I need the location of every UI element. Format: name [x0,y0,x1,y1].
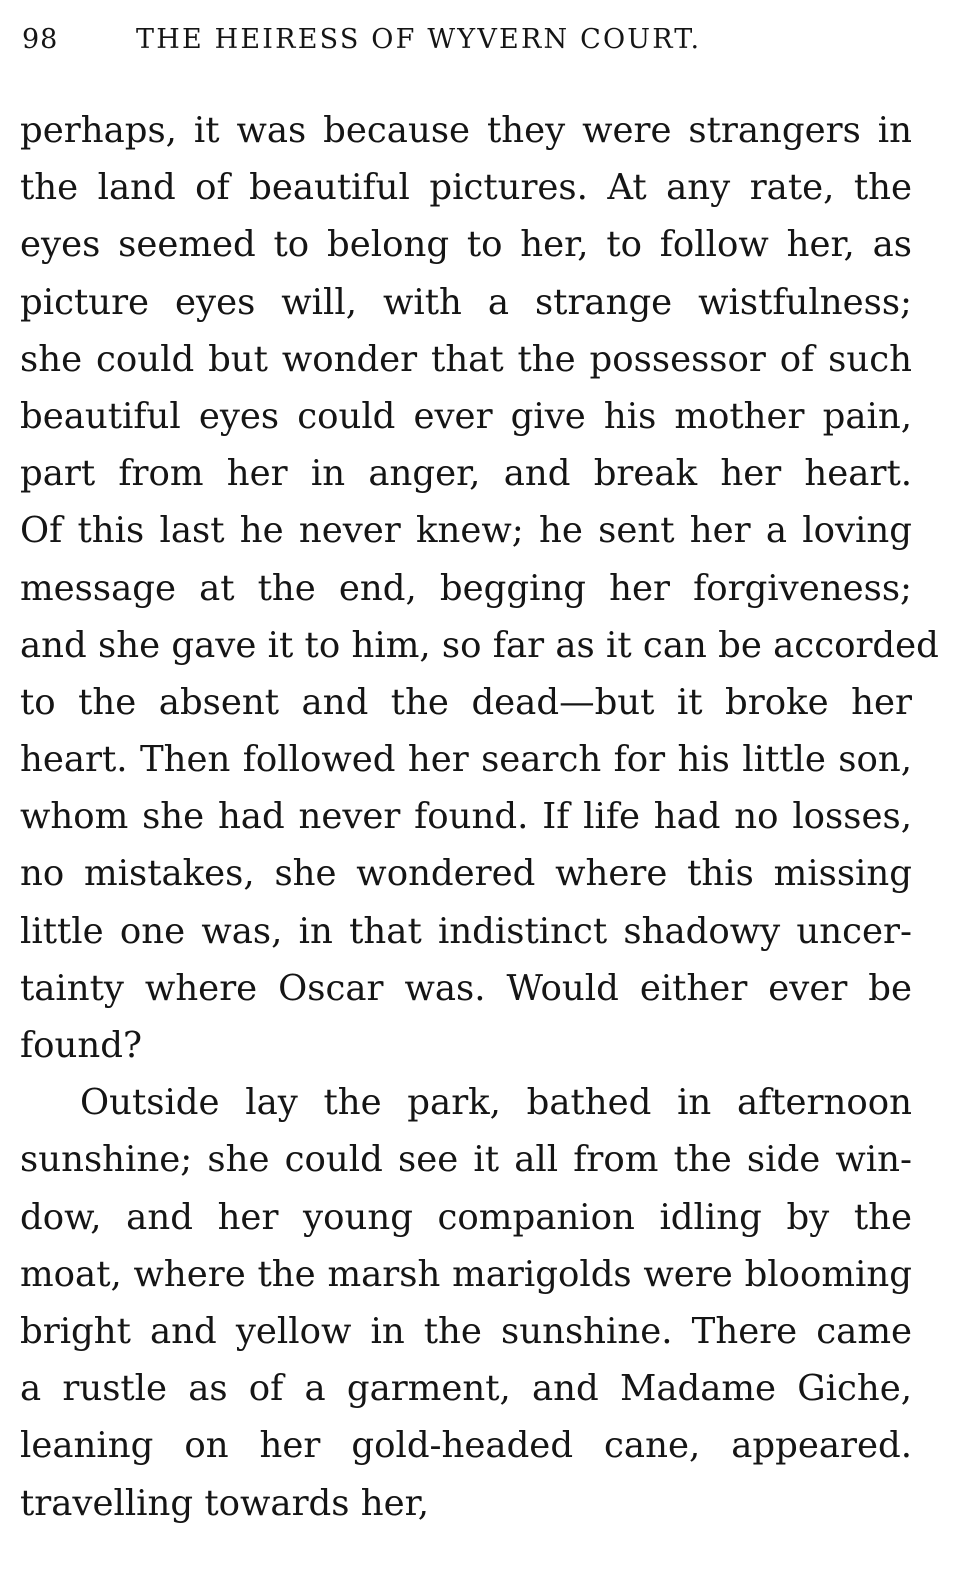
text-line: a rustle as of a garment, and Madame Giche, [20,1368,912,1410]
text-line: and she gave it to him, so far as it can be accorded [20,624,939,666]
text-line: to the absent and the dead—but it broke her [20,681,912,723]
text-line: part from her in anger, and break her heart. [20,453,912,495]
text-line: leaning on her gold-headed cane, appeared. [20,1425,912,1467]
text-line: eyes seemed to belong to her, to follow her, as [20,224,912,266]
text-line: the land of beautiful pictures. At any rate, the [20,167,912,209]
text-line: bright and yellow in the sunshine. There came [20,1310,912,1352]
text-line: Outside lay the park, bathed in afternoon [80,1082,912,1124]
text-line: perhaps, it was because they were strangers in [20,110,912,151]
paragraph-1 [20,102,939,1074]
text-line: picture eyes will, with a strange wistfulness; [20,281,912,323]
text-line: beautiful eyes could ever give his mother pain, [20,395,912,437]
text-line: dow, and her young companion idling by the [20,1196,912,1238]
text-line: sunshine; she could see it all from the side win- [20,1139,912,1181]
text-line: found? [20,1025,142,1066]
text-line: she could but wonder that the possessor of such [20,338,912,380]
text-line: no mistakes, she wondered where this missing [20,853,912,895]
page-number: 98 [22,24,59,55]
text-line: message at the end, begging her forgiveness; [20,567,912,609]
text-line: little one was, in that indistinct shadowy uncer- [20,910,912,952]
running-title: THE HEIRESS OF WYVERN COURT. [136,24,702,55]
text-line: tainty where Oscar was. Would either ever be [20,967,912,1009]
paragraph-2 [20,1074,912,1532]
text-line: Of this last he never knew; he sent her a loving [20,510,912,552]
text-line: whom she had never found. If life had no losses, [20,796,912,838]
text-line: moat, where the marsh marigolds were blooming [20,1253,912,1295]
body-text [20,102,939,1532]
text-line: travelling towards her, [20,1482,430,1524]
text-line: heart. Then followed her search for his little son, [20,739,912,781]
running-head [22,20,812,60]
